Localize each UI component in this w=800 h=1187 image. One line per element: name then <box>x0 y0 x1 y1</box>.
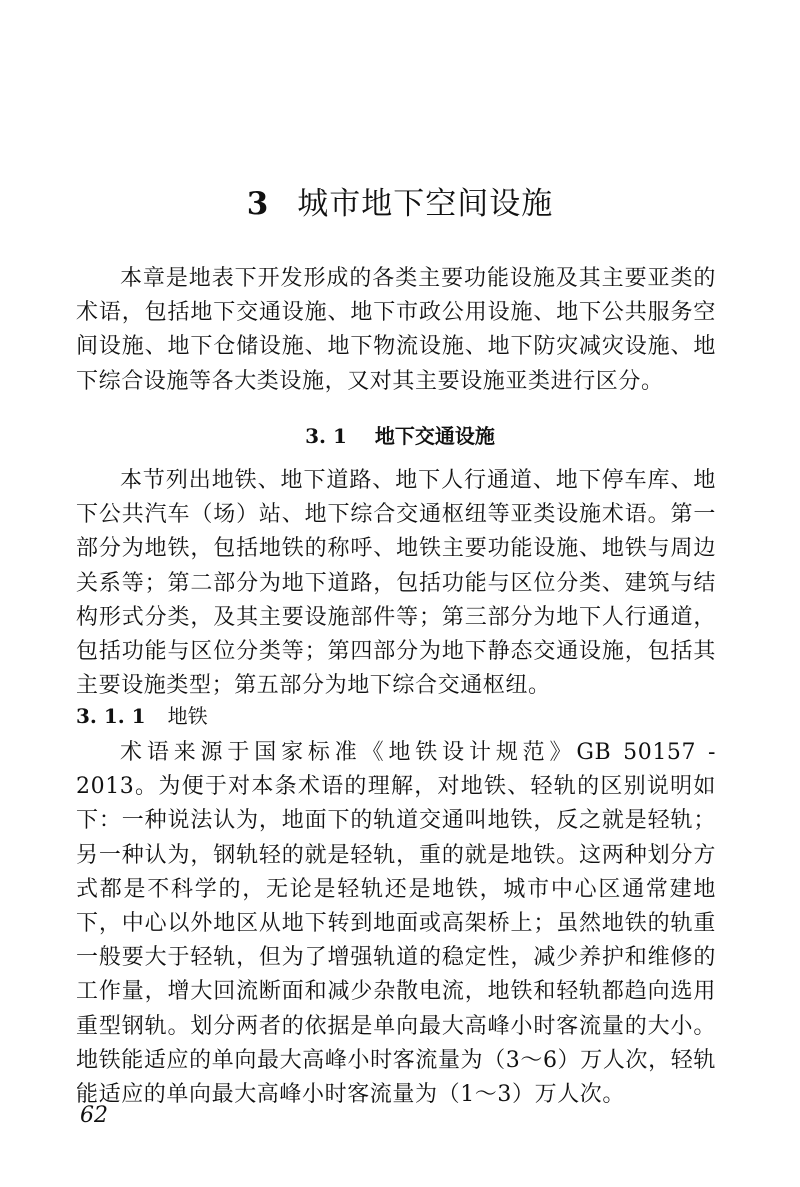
subsection-number: 3. 1. 1 <box>76 704 146 728</box>
section-heading <box>0 420 800 449</box>
section-number: 3. 1 <box>305 424 347 448</box>
chapter-number: 3 <box>246 186 270 222</box>
subsection-title: 地铁 <box>167 704 208 728</box>
chapter-title <box>0 178 800 223</box>
subsection-heading <box>76 700 208 729</box>
page-number: 62 <box>80 1103 108 1128</box>
section-title: 地下交通设施 <box>374 424 495 448</box>
chapter-intro-paragraph: 本章是地表下开发形成的各类主要功能设施及其主要亚类的术语，包括地下交通设施、地下市政公用设施、地下公共服务空间设施、地下仓储设施、地下物流设施、地下防灾减灾设施、地下综合设施等各大类设施，又对其主要设施亚类进行区分。 <box>76 266 716 394</box>
section-intro-paragraph: 本节列出地铁、地下道路、地下人行通道、地下停车库、地下公共汽车（场）站、地下综合交通枢纽等亚类设施术语。第一部分为地铁，包括地铁的称呼、地铁主要功能设施、地铁与周边关系等；第二部分为地下道路，包括功能与区位分类、建筑与结构形式分类，及其主要设施部件等；第三部分为地下人行通道，包括功能与区位分类等；第四部分为地下静态交通设施，包括其主要设施类型；第五部分为地下综合交通枢纽。 <box>76 468 716 699</box>
subsection-body-paragraph: 术语来源于国家标准《地铁设计规范》GB 50157 - 2013。为便于对本条术语的理解，对地铁、轻轨的区别说明如下：一种说法认为，地面下的轨道交通叫地铁，反之就是轻轨；另一种认为，钢轨轻的就是轻轨，重的就是地铁。这两种划分方式都是不科学的，无论是轻轨还是地铁，城市中心区通常建地下，中心以外地区从地下转到地面或高架桥上；虽然地铁的轨重一般要大于轻轨，但为了增强轨道的稳定性，减少养护和维修的工作量，增大回流断面和减少杂散电流，地铁和轻轨都趋向选用重型钢轨。划分两者的依据是单向最大高峰小时客流量的大小。地铁能适应的单向最大高峰小时客流量为（3～6）万人次，轻轨能适应的单向最大高峰小时客流量为（1～3）万人次。 <box>76 740 716 1108</box>
chapter-title-text: 城市地下空间设施 <box>297 186 554 222</box>
